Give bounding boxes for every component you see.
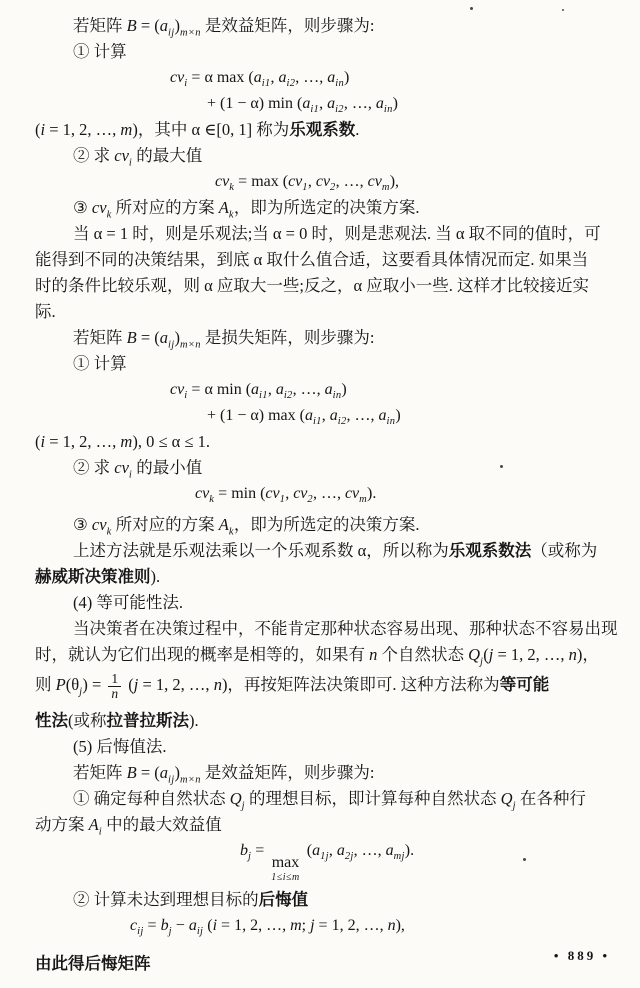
scan-noise-dot (523, 858, 526, 861)
text-line: ② 求 $cv_i$ 的最小值 (73, 458, 203, 481)
formula-line: + (1 − α) $\min (a_{i1}$, $a_{i2}$, …, $a_{in}$) (207, 95, 398, 116)
text-line: (5) 后悔值法. (73, 736, 167, 756)
text-line: ① 计算 (73, 354, 127, 373)
text-line: ② 计算未达到理想目标的后悔值 (73, 889, 309, 909)
text-line: 当 α = 1 时，则是乐观法;当 α = 0 时，则是悲观法. 当 α 取不同的值时，可 (73, 224, 601, 243)
text-line: 若矩阵 $B = (a_{ij})_{m\times n}$ 是效益矩阵，则步骤为: (73, 762, 375, 785)
text-line: 能得到不同的决策结果，到底 α 取什么值合适，这要看具体情况而定. 如果当 (35, 250, 589, 269)
page-number: • 889 • (553, 948, 610, 963)
text-line: 赫威斯决策准则). (35, 567, 161, 586)
operator-with-limit: max 1≤i≤m (271, 853, 300, 883)
text-line: 当决策者在决策过程中，不能肯定那种状态容易出现、那种状态不容易出现 (73, 619, 618, 638)
text-line: 时，就认为它们出现的概率是相等的，如果有 n 个自然状态 $Q_j(j = 1$, 2, …, n)， (35, 645, 599, 668)
text-line: 若矩阵 $B = (a_{ij})_{m\times n}$ 是效益矩阵，则步骤为: (73, 16, 375, 39)
text-line: 若矩阵 $B = (a_{ij})_{m\times n}$ 是损失矩阵，则步骤为: (73, 328, 375, 351)
formula-line: + (1 − α) $\max (a_{i1}$, $a_{i2}$, …, $a_{in}$) (207, 407, 401, 428)
scan-noise-dot (562, 9, 564, 11)
text-line: 上述方法就是乐观法乘以一个乐观系数 α，所以称为乐观系数法（或称为 (73, 541, 598, 560)
text-line: ② 求 $cv_i$ 的最大值 (73, 146, 203, 169)
formula-line: $cv_k = \min (cv_1$, $cv_2$, …, $cv_m$). (195, 485, 377, 506)
text-line: ① 确定每种自然状态 $Q_j$ 的理想目标，即计算每种自然状态 $Q_j$ 在各种行 (73, 788, 586, 811)
text-line: (4) 等可能性法. (73, 593, 183, 612)
text-line: 性法(或称拉普拉斯法). (35, 710, 199, 730)
formula-line: $cv_k = \max (cv_1$, $cv_2$, …, $cv_m$), (215, 173, 400, 194)
scan-noise-dot (500, 465, 503, 468)
text-line: 由此得后悔矩阵 (35, 953, 151, 973)
text-line: 则 $P(\theta_j)$ = $\frac{1}{n}$ (j = 1, 2, …, n)，再按矩阵法决策即可. 这种方法称为等可能 (35, 671, 550, 702)
formula-line: $b_j$ = max 1≤i≤m ($a_{1j}$, $a_{2j}$, …, $a_{mj}$). (240, 841, 415, 883)
text-line: 时的条件比较乐观，则 α 应取大一些;反之，α 应取小一些. 这样才比较接近实 (35, 276, 589, 295)
text-line: ③ $cv_k$ 所对应的方案 $A_k$，即为所选定的决策方案. (73, 198, 420, 221)
text-line: ③ $cv_k$ 所对应的方案 $A_k$，即为所选定的决策方案. (73, 515, 420, 538)
text-line: 际. (35, 302, 56, 321)
text-line: (i = 1, 2, …, m)，其中 α ∈[0, 1] 称为乐观系数. (35, 120, 360, 139)
text-line: (i = 1, 2, …, m), 0 ≤ α ≤ 1. (35, 432, 210, 451)
fraction: $\frac{1}{n}$ (108, 672, 121, 701)
formula-line: $cv_i = \alpha$ $\min (a_{i1}$, $a_{i2}$, …, $a_{in}$) (170, 381, 347, 402)
text-line: ① 计算 (73, 42, 127, 61)
scan-noise-dot (470, 7, 473, 10)
text-line: 动方案 $A_i$ 中的最大效益值 (35, 814, 222, 837)
formula-line: $c_{ij} = b_j - a_{ij}$ (i = 1, 2, …, m; j = 1, 2, …, n), (130, 916, 405, 937)
formula-line: $cv_i = \alpha$ $\max (a_{i1}$, $a_{i2}$, …, $a_{in}$) (170, 69, 350, 90)
